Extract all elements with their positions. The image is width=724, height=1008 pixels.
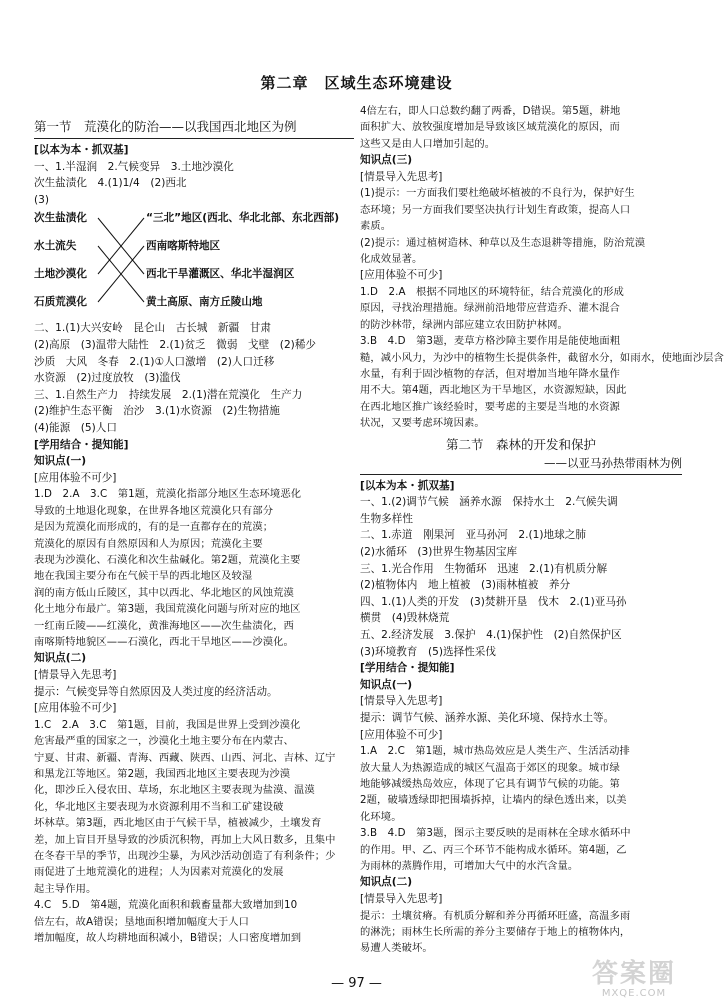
left-line: (4)能源 (5)人口 (34, 421, 117, 434)
para-line: 3.B 4.D 第3题，图示主要反映的是雨林在全球水循环中 (360, 827, 631, 840)
right-line: 一、1.(2)调节气候 涵养水源 保持水土 2.气候失调 (360, 496, 618, 509)
para-line: 1.C 2.A 3.C 第1题，目前，我国是世界上受到沙漠化 (34, 718, 301, 731)
watermark-text: 答案圈 (591, 959, 676, 989)
left-block2-heading: [学用结合・提知能] (34, 438, 129, 451)
para-line: 4.C 5.D 第4题，荒漠化面积和载畜量都大致增加到10 (34, 899, 298, 912)
right-line: 横贯 (4)毁林烧荒 (360, 612, 450, 625)
para-line: 3.B 4.D 第3题，麦草方格沙障主要作用是能使地面粗 (360, 335, 621, 348)
para-line: 的防沙林带，绿洲内部应建立农田防护林网。 (360, 318, 568, 331)
para-line: 用不大。第4题，西北地区为干旱地区，水资源短缺，因此 (360, 384, 627, 397)
para-line: 态环境；另一方面我们要坚决执行计划生育政策，提高人口 (360, 203, 631, 216)
answer-paragraph (360, 743, 682, 874)
section2-subtitle: ——以亚马孙热带雨林为例 (544, 455, 682, 470)
para-line: 坏林草。第3题，西北地区由于气候干旱，植被减少，土壤发育 (34, 817, 322, 830)
left-line: (2)维护生态平衡 治沙 3.(1)水资源 (2)生物措施 (34, 405, 280, 418)
section2-title: 第二节 森林的开发和保护 (445, 436, 596, 452)
watermark-url: MXQE.COM (601, 988, 667, 999)
para-line: 化，即沙丘入侵农田、草场，东北地区主要表现为盐漠、温漠 (34, 784, 315, 797)
knowledge-point-heading: 知识点(三) (360, 154, 413, 167)
right-column (360, 103, 724, 957)
right-line: 生物多样性 (360, 512, 413, 525)
scene-heading: [情景导入先思考] (360, 893, 443, 906)
left-line: 水资源 (2)过度放牧 (3)滥伐 (34, 372, 181, 385)
right-line: (3)环境教育 (5)选择性采伐 (360, 645, 496, 658)
para-line: 放大量人为热源造成的城区气温高于郊区的现象。城市绿 (360, 761, 620, 774)
right-line: 四、1.(1)人类的开发 (3)焚耕开垦 伐木 2.(1)亚马孙 (360, 595, 627, 608)
para-line: 原因，寻找治理措施。绿洲前沿地带应营造乔、灌木混合 (360, 302, 620, 315)
para-line: 润的南方低山丘陵区，其中以西北、华北地区的风蚀荒漠 (34, 586, 294, 599)
match-right-item: 西南喀斯特地区 (146, 240, 221, 253)
section1-title: 第一节 荒漠化的防治——以我国西北地区为例 (34, 119, 297, 134)
para-line: 在西北地区推广该经验时，要考虑的主要是当地的水资源 (360, 400, 620, 413)
match-left-item: 水土流失 (34, 240, 77, 253)
para-line: 易遭人类破坏。 (360, 942, 433, 955)
para-line: 和黑龙江等地区。第2题，我国西北地区主要表现为沙漠 (34, 767, 291, 780)
left-line: 沙质 大风 冬春 2.(1)①人口激增 (2)人口迁移 (34, 355, 275, 368)
para-line: 水量，有利于固沙植物的存活，但对增加当地年降水量作 (360, 368, 620, 381)
para-line: 的淋洗；雨林生长所需的养分主要储存于地上的植物体内， (360, 926, 631, 939)
left-line: 一、1.半湿润 2.气候变异 3.土地沙漠化 (34, 160, 234, 173)
para-line: 倍左右，故A错误；垦地面积增加幅度大于人口 (34, 915, 250, 928)
left-column (34, 118, 354, 946)
para-line: 面积扩大、放牧强度增加是导致该区域荒漠化的原因，而 (360, 121, 620, 134)
section2-rule (360, 474, 682, 475)
right-line: 五、2.经济发展 3.保护 4.(1)保护性 (2)自然保护区 (360, 629, 622, 642)
para-line: 导致的土地退化现象，在世界各地区荒漠化只有部分 (34, 504, 274, 517)
para-line: 地在我国主要分布在气候干旱的西北地区及较湿 (34, 570, 253, 583)
left-line: 次生盐渍化 4.(1)1/4 (2)西北 (34, 177, 187, 190)
right-line: (2)植物体内 地上植被 (3)雨林植被 养分 (360, 579, 571, 592)
knowledge-point-heading: 知识点(二) (360, 876, 413, 889)
para-line: 表现为沙漠化、石漠化和次生盐碱化。第2题，荒漠化主要 (34, 553, 301, 566)
knowledge-point-heading: 知识点(二) (34, 652, 87, 665)
para-line: 素质。 (360, 220, 392, 233)
scene-heading: [情景导入先思考] (360, 170, 443, 183)
right-block1-heading: [以本为本・抓双基] (360, 479, 455, 492)
para-line: 化环境。 (360, 810, 402, 823)
section1-rule (34, 138, 354, 139)
para-line: 这些又是由人口增加引起的。 (360, 137, 496, 150)
para-line: 地能够减缓热岛效应，体现了它具有调节气候的功能。第 (360, 778, 620, 790)
para-line: 是因为荒漠化而形成的，有的是一直都存在的荒漠； (34, 521, 274, 534)
exp-heading: [应用体验不可少] (34, 702, 117, 715)
right-block2-heading: [学用结合・提知能] (360, 662, 455, 675)
para-line: 1.D 2.A 根据不同地区的环境特征，结合荒漠化的形成 (360, 286, 624, 299)
hint-line: 提示：调节气候、涵养水源、美化环境、保持水土等。 (360, 712, 615, 724)
para-line: 化，华北地区主要表现为水资源利用不当和工矿建设破 (34, 800, 284, 813)
para-line: 危害最严重的国家之一，沙漠化土地主要分布在内蒙古、 (34, 735, 294, 748)
matching-lines (96, 208, 146, 320)
exp-heading: [应用体验不可少] (360, 269, 443, 282)
answer-paragraph (34, 486, 354, 650)
para-line: 1.D 2.A 3.C 第1题，荒漠化指部分地区生态环境恶化 (34, 488, 302, 501)
para-line: 雨促进了土地荒漠化的进程；人为因素对荒漠化的发展 (34, 866, 284, 879)
matching-diagram (34, 208, 354, 320)
match-right-item: 西北干旱灌溉区、华北半湿润区 (146, 268, 295, 281)
para-line: 状况，又要考虑环境因素。 (360, 417, 485, 430)
para-line: 宁夏、甘肃、新疆、青海、西藏、陕西、山西、河北、吉林、辽宁 (34, 751, 336, 764)
para-line: 一红南丘陵——红漠化，黄淮海地区——次生盐渍化，西 (34, 619, 294, 632)
para-line: 增加幅度，故人均耕地面积减小，B错误；人口密度增加到 (34, 932, 302, 945)
para-line: 1.A 2.C 第1题，城市热岛效应是人类生产、生活活动排 (360, 745, 630, 758)
para-line: 4倍左右，即人口总数约翻了两番，D错误。第5题，耕地 (360, 105, 621, 117)
match-right-item: 黄土高原、南方丘陵山地 (146, 296, 263, 309)
scene-heading: [情景导入先思考] (360, 695, 443, 708)
scene-heading: [情景导入先思考] (34, 668, 117, 681)
watermark-logo (575, 960, 693, 1002)
chapter-title: 第二章 区域生态环境建设 (260, 74, 453, 92)
para-line: 化土地分布最广。第3题，我国荒漠化问题与所对应的地区 (34, 603, 301, 616)
match-right-item: “三北”地区(西北、华北北部、东北西部) (146, 212, 340, 225)
para-line: 糙，减小风力，为沙中的植物生长提供条件，截留水分，如雨水，使地面沙层含 (360, 351, 724, 364)
left-line: 三、1.自然生产力 持续发展 2.(1)潜在荒漠化 生产力 (34, 388, 303, 401)
right-line: (2)水循环 (3)世界生物基因宝库 (360, 546, 518, 559)
para-line: (2)提示：通过植树造林、种草以及生态退耕等措施，防治荒漠 (360, 236, 646, 249)
exp-heading: [应用体验不可少] (360, 728, 443, 741)
match-left-item: 石质荒漠化 (34, 296, 87, 309)
para-line: 起主导作用。 (34, 882, 97, 895)
answer-paragraph (360, 908, 682, 957)
para-line: 2题，破墙透绿即把围墙拆掉，让墙内的绿色透出来，以美 (360, 794, 627, 807)
match-left-item: 土地沙漠化 (34, 268, 87, 281)
right-line: 二、1.赤道 刚果河 亚马孙河 2.(1)地球之肺 (360, 529, 586, 542)
para-line: 提示：土壤贫瘠。有机质分解和养分再循环旺盛，高温多雨 (360, 909, 631, 922)
left-line: (2)高原 (3)温带大陆性 2.(1)贫乏 微弱 戈壁 (2)稀少 (34, 338, 317, 351)
para-line: 在冬春干旱的季节，出现沙尘暴，为风沙活动创造了有利条件；少 (34, 850, 336, 862)
left-block1-heading: [以本为本・抓双基] (34, 144, 129, 156)
left-line: (3) (34, 193, 50, 206)
para-line: 南喀斯特地貌区——石漠化，西北干旱地区——沙漠化。 (34, 635, 294, 648)
para-line: 差，加上盲目开垦导致的沙质沉积物，再加上大风日数多，且集中 (34, 833, 336, 846)
answer-paragraph (360, 284, 724, 432)
para-line: 化成效显著。 (360, 253, 423, 266)
hint-line: 提示：气候变异等自然原因及人类过度的经济活动。 (34, 685, 278, 698)
para-line: 为雨林的蒸腾作用，可增加大气中的水汽含量。 (360, 860, 579, 873)
para-line: (1)提示：一方面我们要杜绝破坏植被的不良行为，保护好生 (360, 187, 635, 200)
knowledge-point-heading: 知识点(一) (360, 678, 413, 691)
left-line: 二、1.(1)大兴安岭 昆仑山 古长城 新疆 甘肃 (34, 322, 271, 335)
answer-paragraph (360, 103, 682, 152)
answer-paragraph (360, 185, 682, 267)
exp-heading: [应用体验不可少] (34, 471, 117, 484)
right-line: 三、1.光合作用 生物循环 迅速 2.(1)有机质分解 (360, 562, 608, 575)
page-number: — 97 — (331, 976, 382, 991)
knowledge-point-heading: 知识点(一) (34, 455, 87, 468)
para-line: 荒漠化的原因有自然原因和人为原因；荒漠化主要 (34, 537, 263, 550)
answer-paragraph (34, 717, 354, 947)
para-line: 的作用。甲、乙、丙三个环节不能构成水循环。第4题，乙 (360, 843, 627, 856)
match-left-item: 次生盐渍化 (34, 212, 87, 225)
